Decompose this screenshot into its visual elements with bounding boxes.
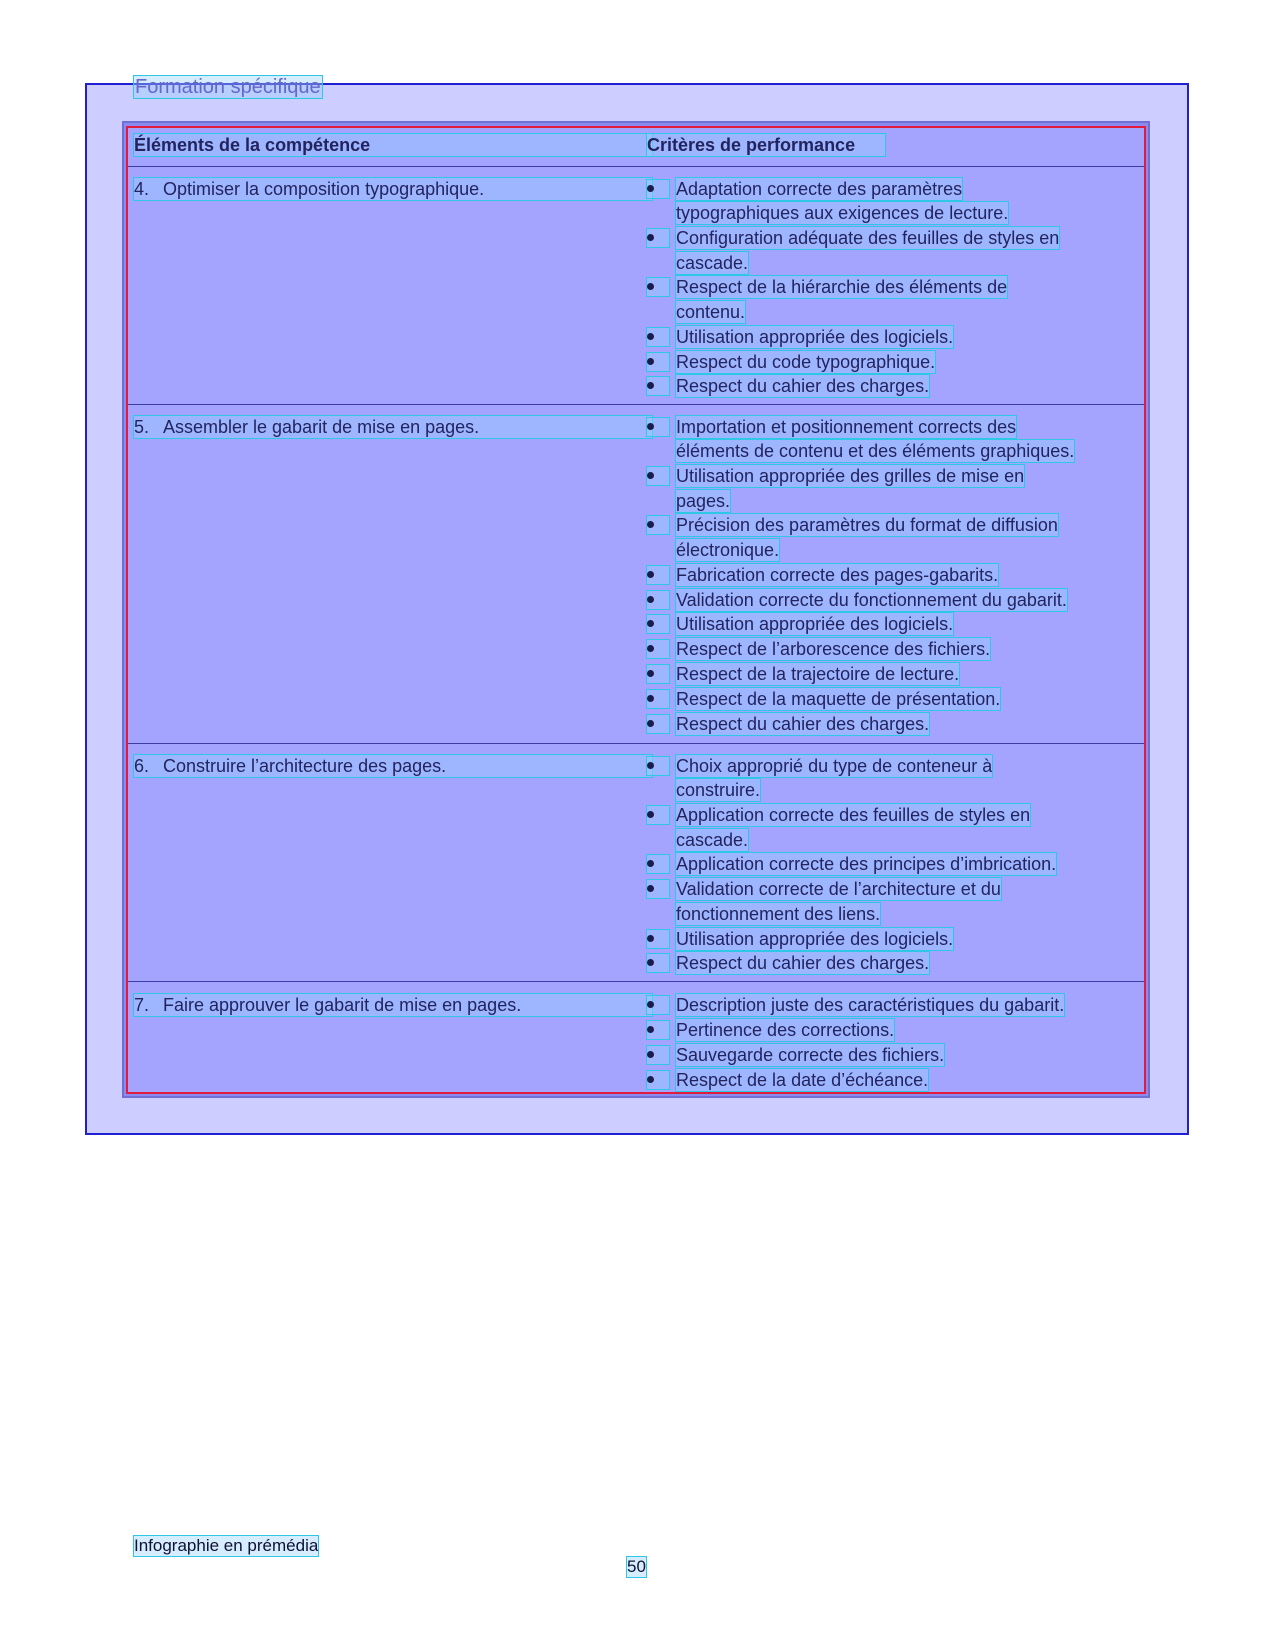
element-number: 7. bbox=[134, 995, 150, 1015]
criterion-line: Importation et positionnement corrects des bbox=[676, 417, 1017, 437]
criterion-line: Validation correcte du fonctionnement du gabarit. bbox=[676, 589, 1067, 610]
row-divider bbox=[128, 404, 1144, 405]
element-text: Assembler le gabarit de mise en pages. bbox=[163, 417, 480, 437]
bullet-icon bbox=[647, 566, 669, 584]
header-criteria: Critères de performance bbox=[647, 134, 885, 156]
bullet-icon bbox=[647, 615, 669, 633]
criterion-line: fonctionnement des liens. bbox=[676, 903, 881, 924]
section-title: Formation spécifique bbox=[135, 76, 321, 98]
bullet-icon bbox=[647, 1021, 669, 1039]
element-number: 6. bbox=[134, 756, 150, 776]
criterion-line: Configuration adéquate des feuilles de styles en bbox=[676, 228, 1060, 249]
criterion-line: Choix approprié du type de conteneur à bbox=[676, 756, 993, 776]
bullet-icon bbox=[647, 996, 669, 1014]
bullet-icon bbox=[647, 640, 669, 658]
bullet-icon bbox=[647, 1071, 669, 1089]
row-divider bbox=[128, 743, 1144, 744]
criterion-line: électronique. bbox=[676, 539, 780, 560]
element-number: 4. bbox=[134, 179, 150, 199]
criterion-line: cascade. bbox=[676, 252, 749, 273]
competency-element-5 bbox=[134, 416, 652, 438]
page-number: 50 bbox=[627, 1557, 646, 1576]
criterion-line: pages. bbox=[676, 490, 731, 511]
element-text: Faire approuver le gabarit de mise en pages. bbox=[163, 995, 522, 1015]
criterion-line: Utilisation appropriée des logiciels. bbox=[676, 928, 954, 949]
competency-element-6 bbox=[134, 755, 652, 777]
criterion-line: cascade. bbox=[676, 829, 749, 850]
criterion-line: Respect de la maquette de présentation. bbox=[676, 689, 1001, 710]
criterion-line: Respect du cahier des charges. bbox=[676, 714, 930, 734]
bullet-icon bbox=[647, 591, 669, 609]
bullet-icon bbox=[647, 229, 669, 247]
criterion-line: Fabrication correcte des pages-gabarits. bbox=[676, 564, 999, 585]
criterion-line: Respect de la hiérarchie des éléments de bbox=[676, 277, 1008, 298]
bullet-icon bbox=[647, 516, 669, 534]
competency-element-7 bbox=[134, 994, 652, 1016]
header-elements: Éléments de la compétence bbox=[134, 134, 652, 156]
bullet-icon bbox=[647, 353, 669, 371]
criterion-line: Sauvegarde correcte des fichiers. bbox=[676, 1044, 945, 1065]
criterion-line: Description juste des caractéristiques du gabarit. bbox=[676, 995, 1065, 1015]
bullet-icon bbox=[647, 954, 669, 972]
bullet-icon bbox=[647, 328, 669, 346]
criterion-line: Utilisation appropriée des logiciels. bbox=[676, 326, 954, 347]
criterion-line: Adaptation correcte des paramètres bbox=[676, 179, 963, 199]
footer-program: Infographie en prémédia bbox=[134, 1536, 319, 1555]
bullet-icon bbox=[647, 930, 669, 948]
element-number: 5. bbox=[134, 417, 150, 437]
element-text: Optimiser la composition typographique. bbox=[163, 179, 485, 199]
bullet-icon bbox=[647, 180, 669, 198]
row-divider bbox=[128, 981, 1144, 982]
criterion-line: Respect de l’arborescence des fichiers. bbox=[676, 639, 991, 660]
criterion-line: Application correcte des principes d’imbrication. bbox=[676, 854, 1057, 875]
bullet-icon bbox=[647, 880, 669, 898]
criterion-line: Utilisation appropriée des logiciels. bbox=[676, 614, 954, 635]
criterion-line: Pertinence des corrections. bbox=[676, 1019, 895, 1040]
criterion-line: contenu. bbox=[676, 301, 746, 322]
bullet-icon bbox=[647, 757, 669, 775]
competency-element-4 bbox=[134, 178, 652, 200]
bullet-icon bbox=[647, 690, 669, 708]
bullet-icon bbox=[647, 715, 669, 733]
bullet-icon bbox=[647, 855, 669, 873]
bullet-icon bbox=[647, 467, 669, 485]
bullet-icon bbox=[647, 418, 669, 436]
bullet-icon bbox=[647, 665, 669, 683]
element-text: Construire l’architecture des pages. bbox=[163, 756, 447, 776]
criterion-line: Application correcte des feuilles de styles en bbox=[676, 805, 1031, 826]
bullet-icon bbox=[647, 1046, 669, 1064]
criterion-line: Précision des paramètres du format de diffusion bbox=[676, 515, 1058, 536]
criterion-line: Respect de la trajectoire de lecture. bbox=[676, 664, 960, 685]
criterion-line: Respect du code typographique. bbox=[676, 351, 936, 372]
bullet-icon bbox=[647, 806, 669, 824]
row-divider bbox=[128, 166, 1144, 167]
bullet-icon bbox=[647, 278, 669, 296]
criterion-line: éléments de contenu et des éléments graphiques. bbox=[676, 441, 1075, 462]
criterion-line: Respect de la date d’échéance. bbox=[676, 1069, 929, 1090]
bullet-icon bbox=[647, 377, 669, 395]
criterion-line: typographiques aux exigences de lecture. bbox=[676, 203, 1009, 224]
criterion-line: Respect du cahier des charges. bbox=[676, 953, 930, 974]
criterion-line: construire. bbox=[676, 780, 761, 801]
criterion-line: Utilisation appropriée des grilles de mise en bbox=[676, 466, 1025, 487]
criterion-line: Respect du cahier des charges. bbox=[676, 376, 930, 397]
criterion-line: Validation correcte de l’architecture et du bbox=[676, 879, 1001, 900]
